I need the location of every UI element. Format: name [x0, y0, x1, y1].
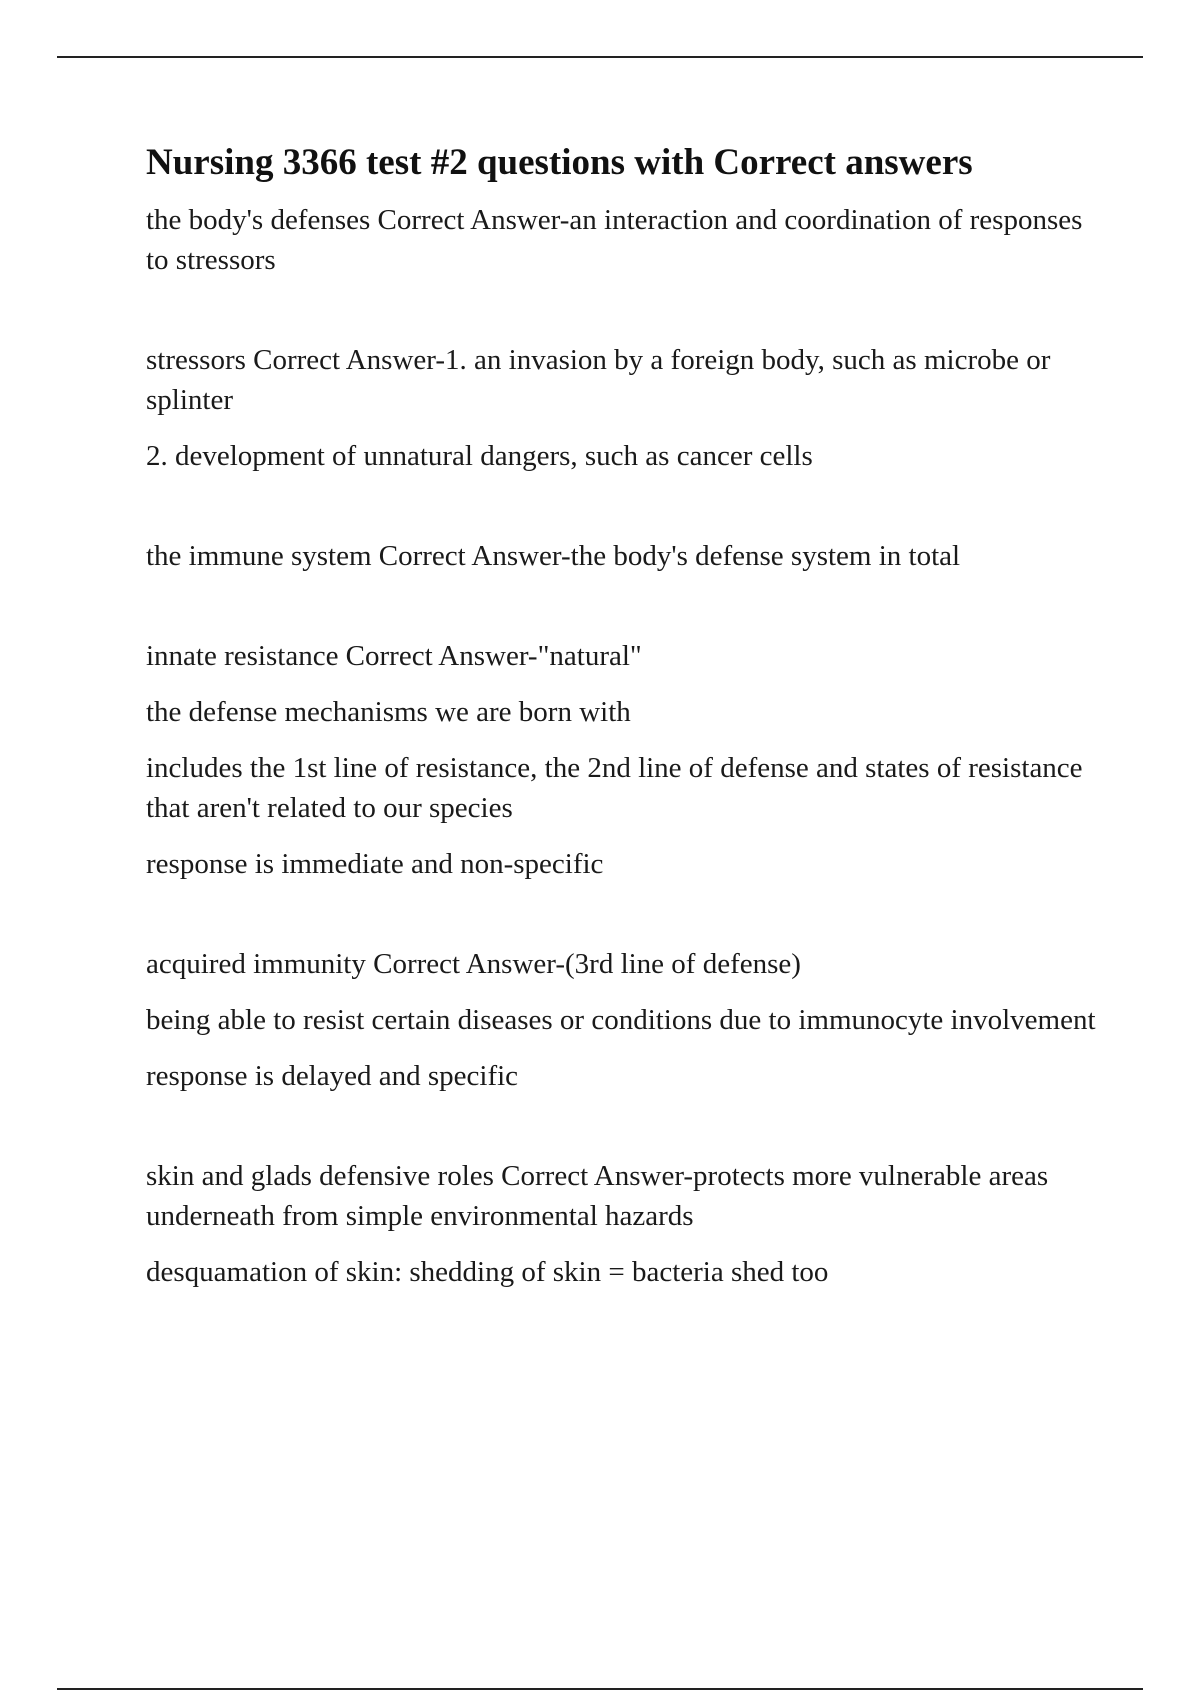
document-title: Nursing 3366 test #2 questions with Correct answers [146, 142, 973, 183]
qa-entry-stressors [146, 340, 1106, 476]
qa-entry-bodys-defenses [146, 200, 1106, 280]
document-body [146, 140, 1106, 1292]
qa-line: desquamation of skin: shedding of skin = bacteria shed too [146, 1256, 829, 1288]
qa-line: 2. development of unnatural dangers, such as cancer cells [146, 440, 813, 472]
qa-entry-immune-system [146, 536, 1106, 576]
qa-line: the defense mechanisms we are born with [146, 696, 631, 728]
page-top-rule [57, 56, 1143, 58]
qa-line: skin and glads defensive roles Correct Answer-protects more vulnerable areas underneath from simple environmental hazards [146, 1160, 1049, 1232]
qa-line: includes the 1st line of resistance, the 2nd line of defense and states of resistance that aren't related to our species [146, 752, 1083, 824]
qa-line: acquired immunity Correct Answer-(3rd line of defense) [146, 948, 801, 980]
page-bottom-rule [57, 1688, 1143, 1690]
qa-line: being able to resist certain diseases or conditions due to immunocyte involvement [146, 1004, 1096, 1036]
qa-line: response is delayed and specific [146, 1060, 519, 1092]
qa-entry-acquired-immunity [146, 944, 1106, 1096]
qa-line: stressors Correct Answer-1. an invasion by a foreign body, such as microbe or splinter [146, 344, 1051, 416]
qa-line: the body's defenses Correct Answer-an interaction and coordination of responses to stressors [146, 204, 1083, 276]
qa-line: innate resistance Correct Answer-"natural" [146, 640, 642, 672]
qa-entry-skin-and-glands [146, 1156, 1106, 1292]
qa-line: response is immediate and non-specific [146, 848, 604, 880]
qa-line: the immune system Correct Answer-the body's defense system in total [146, 540, 961, 572]
qa-entry-innate-resistance [146, 636, 1106, 884]
